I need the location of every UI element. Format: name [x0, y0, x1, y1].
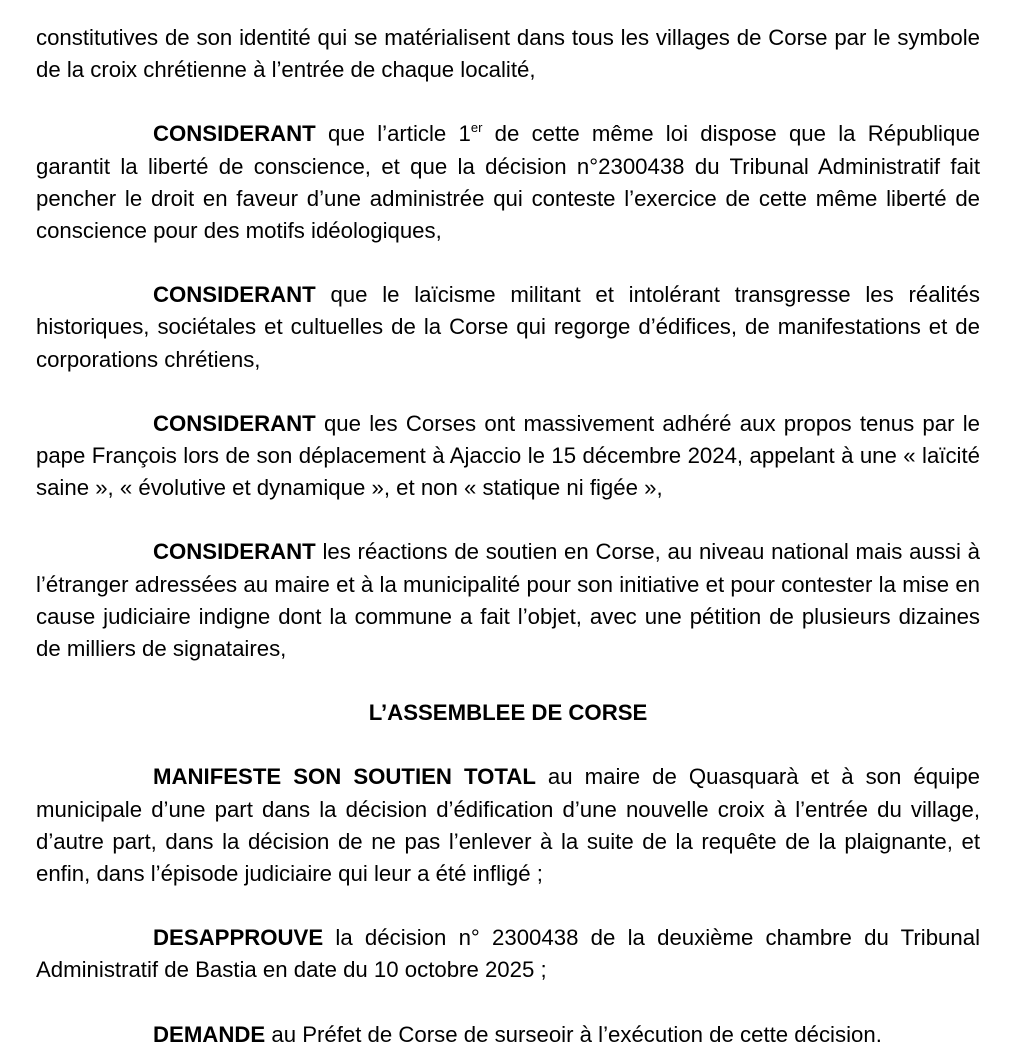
paragraph-text: de cette même loi dispose que la République garantit la liberté de conscience, et que la décision n°2300438 du Tribunal Administratif fait pencher le droit en faveur d’une administrée qui conteste l’exercice de cette même liberté de conscience pour des motifs idéologiques, — [36, 121, 980, 244]
resolution-keyword: DEMANDE — [153, 1021, 266, 1047]
resolution-desapprouve — [36, 922, 980, 986]
resolution-text: la décision n° 2300438 de la deuxième chambre du Tribunal Administratif de Bastia en date du 10 octobre 2025 ; — [36, 925, 980, 983]
paragraph-text: constitutives de son identité qui se matérialisent dans tous les villages de Corse par le symbole de la croix chrétienne à l’entrée de chaque localité, — [36, 25, 980, 83]
considerant-keyword: CONSIDERANT — [153, 121, 316, 147]
considerant-keyword: CONSIDERANT — [153, 282, 316, 308]
resolution-keyword: DESAPPROUVE — [153, 925, 324, 951]
considerant-paragraph-laicisme — [36, 279, 980, 376]
paragraph-text: que l’article 1 — [315, 121, 471, 147]
document-page — [36, 22, 980, 1051]
resolution-text: au Préfet de Corse de surseoir à l’exécution de cette décision. — [265, 1021, 882, 1047]
resolution-demande — [36, 1019, 980, 1051]
considerant-paragraph-soutien — [36, 536, 980, 665]
resolution-keyword: MANIFESTE SON SOUTIEN TOTAL — [153, 764, 536, 790]
paragraph-text: que les Corses ont massivement adhéré aux propos tenus par le pape François lors de son déplacement à Ajaccio le 15 décembre 2024, appelant à une « laïcité saine », « évolutive et dynamique », et non « statique ni figée », — [36, 410, 980, 501]
ordinal-superscript: er — [470, 120, 483, 136]
considerant-paragraph-article — [36, 118, 980, 247]
considerant-keyword: CONSIDERANT — [153, 539, 316, 565]
paragraph-text: les réactions de soutien en Corse, au niveau national mais aussi à l’étranger adressées au maire et à la municipalité pour son initiative et pour contester la mise en cause judiciaire indigne dont la commune a fait l’objet, avec une pétition de plusieurs dizaines de milliers de signataires, — [36, 539, 980, 662]
assembly-heading: L’ASSEMBLEE DE CORSE — [368, 700, 648, 726]
considerant-keyword: CONSIDERANT — [153, 410, 316, 436]
considerant-paragraph-pape — [36, 408, 980, 505]
resolution-text: au maire de Quasquarà et à son équipe municipale d’une part dans la décision d’édification d’une nouvelle croix à l’entrée du village, d’autre part, dans la décision de ne pas l’enlever à la suite de la requête de la plaignante, et enfin, dans l’épisode judiciaire qui leur a été infligé ; — [36, 764, 980, 887]
resolution-manifeste — [36, 761, 980, 890]
paragraph-text: que le laïcisme militant et intolérant transgresse les réalités historiques, sociétales et cultuelles de la Corse qui regorge d’édifices, de manifestations et de corporations chrétiens, — [36, 282, 980, 372]
continuation-paragraph — [36, 22, 980, 86]
